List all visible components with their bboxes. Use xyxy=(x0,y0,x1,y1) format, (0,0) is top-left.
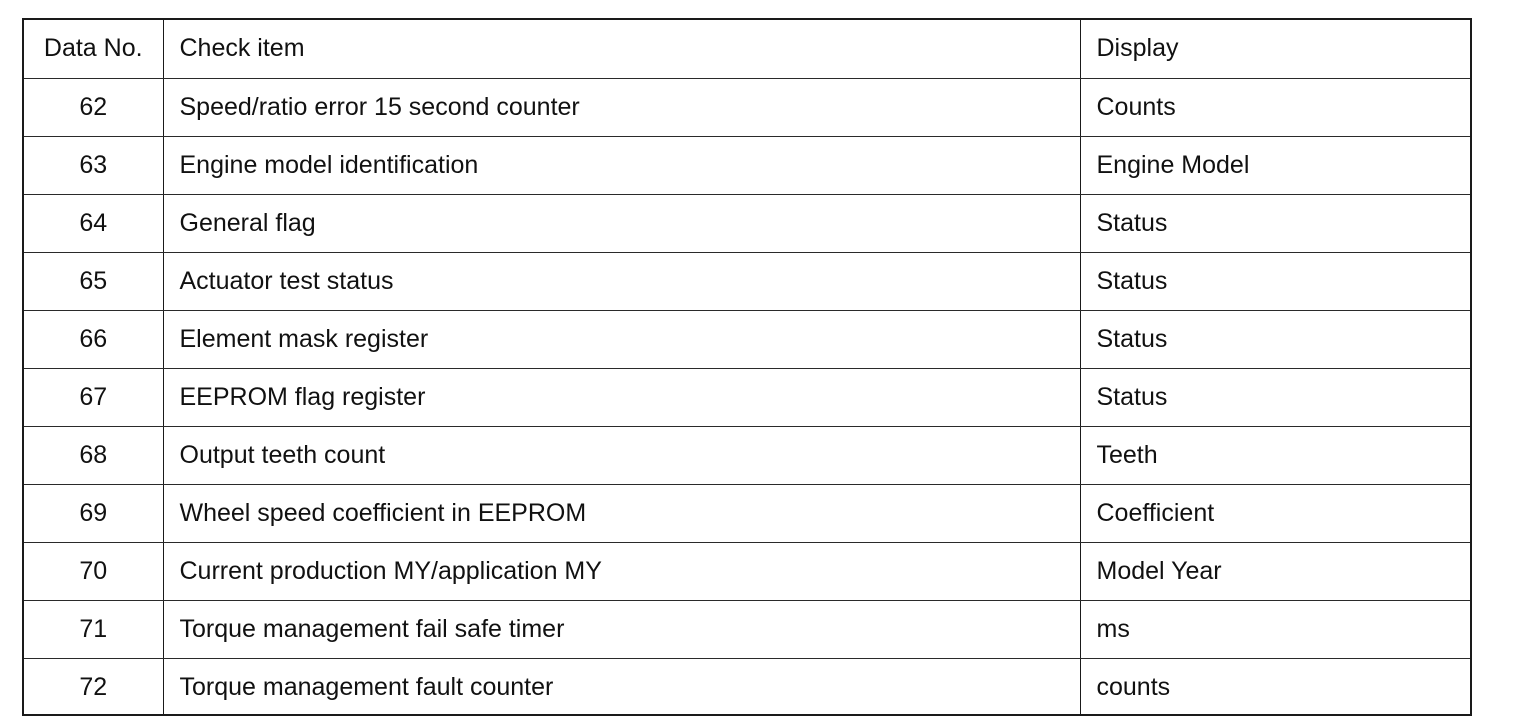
cell-display: counts xyxy=(1096,672,1171,701)
cell-display: Counts xyxy=(1080,78,1470,136)
table-header-row xyxy=(24,20,1470,78)
table-row xyxy=(24,426,1470,484)
table-row xyxy=(24,658,1470,716)
table-row xyxy=(24,484,1470,542)
table-row xyxy=(24,600,1470,658)
table-row xyxy=(24,368,1470,426)
cell-check-item: General flag xyxy=(163,194,1080,252)
cell-check-item: EEPROM flag register xyxy=(163,368,1080,426)
cell-data-no: 64 xyxy=(24,194,163,252)
header-data-no: Data No. xyxy=(24,20,163,78)
cell-check-item: Wheel speed coefficient in EEPROM xyxy=(163,484,1080,542)
cell-display: ms xyxy=(1080,600,1470,658)
cell-display: Status xyxy=(1080,194,1470,252)
data-table-container xyxy=(22,18,1472,716)
cell-check-item: Element mask register xyxy=(163,310,1080,368)
cell-display: Status xyxy=(1080,310,1470,368)
cell-data-no: 72 xyxy=(24,658,163,716)
cell-data-no: 68 xyxy=(24,426,163,484)
cell-data-no: 62 xyxy=(24,78,163,136)
cell-check-item: Actuator test status xyxy=(163,252,1080,310)
table-row xyxy=(24,78,1470,136)
table-row xyxy=(24,310,1470,368)
cell-display: Status xyxy=(1080,252,1470,310)
cell-data-no: 70 xyxy=(24,542,163,600)
cell-check-item: Engine model identification xyxy=(163,136,1080,194)
cell-check-item: Output teeth count xyxy=(163,426,1080,484)
cell-display: Coefficient xyxy=(1080,484,1470,542)
cell-check-item: Current production MY/application MY xyxy=(163,542,1080,600)
table-row xyxy=(24,194,1470,252)
cell-data-no: 71 xyxy=(24,600,163,658)
table-row xyxy=(24,252,1470,310)
header-check-item: Check item xyxy=(163,20,1080,78)
table-row xyxy=(24,136,1470,194)
cell-check-item: Torque management fail safe timer xyxy=(163,600,1080,658)
cell-check-item: Speed/ratio error 15 second counter xyxy=(163,78,1080,136)
cell-display: Engine Model xyxy=(1080,136,1470,194)
cell-display: Teeth xyxy=(1080,426,1470,484)
cell-data-no: 67 xyxy=(24,368,163,426)
table-row xyxy=(24,542,1470,600)
data-table xyxy=(24,20,1470,716)
cell-data-no: 66 xyxy=(24,310,163,368)
cell-data-no: 65 xyxy=(24,252,163,310)
cell-check-item: Torque management fault counter xyxy=(163,658,1080,716)
cell-display: Model Year xyxy=(1080,542,1470,600)
cell-data-no: 63 xyxy=(24,136,163,194)
cell-display: Status xyxy=(1080,368,1470,426)
header-display: Display xyxy=(1080,20,1470,78)
cell-data-no: 69 xyxy=(24,484,163,542)
